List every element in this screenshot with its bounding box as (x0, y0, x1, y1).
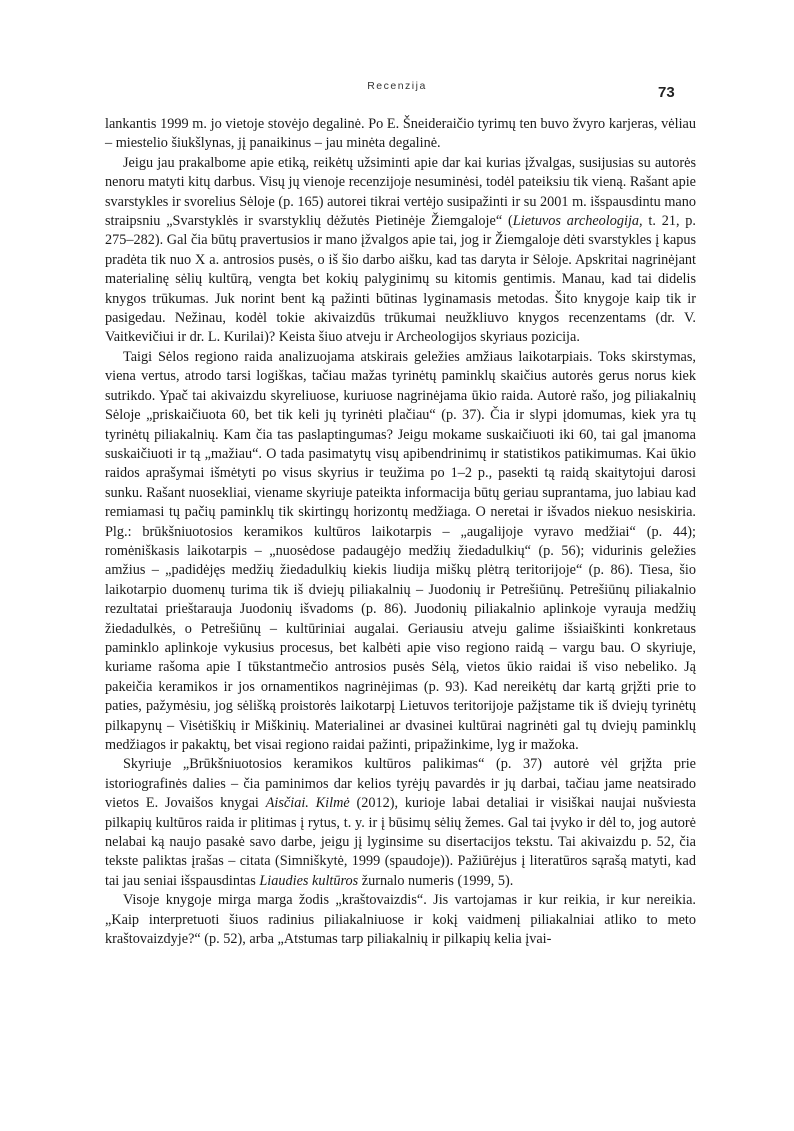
paragraph-4-text-a: Skyriuje „Brūkšniuotosios keramikos kultūros palikimas“ (p. 37) autorė vėl grįžta prie istoriografinės dalies – čia paminimos dar kelios tyrėjų pavardės ir jų darbai, tačiau jame neatsirado vietos E. Jovaišos knygai (105, 756, 696, 812)
paragraph-1-text: lankantis 1999 m. jo vietoje stovėjo degalinė. Po E. Šneideraičio tyrimų ten buvo žvyro karjeras, vėliau – miestelio šiukšlynas, jį panaikinus – jau minėta degalinė. (105, 116, 696, 152)
paragraph-2-journal-title: Lietuvos archeologija, (512, 213, 643, 230)
running-header-title: Recenzija (367, 80, 427, 92)
paragraph-3 (105, 348, 696, 756)
paragraph-4-book-title: Aisčiai. Kilmė (265, 795, 350, 812)
paragraph-5-text: Visoje knygoje mirga marga žodis „kraštovaizdis“. Jis vartojamas ir kur reikia, ir kur nereikia. „Kaip interpretuoti šiuos radinius piliakalniuose ir kokį vaidmenį piliakalniai atliko to meto kraštovaizdyje?“ (p. 52), arba „Atstumas tarp piliakalnių ir pilkapių kelia įvai- (105, 892, 696, 948)
body-text (105, 115, 696, 949)
paragraph-4-journal-title: Liaudies kultūros (259, 872, 359, 889)
paragraph-2-text-b: t. 21, p. 275–282). Gal čia būtų pravertusios ir mano įžvalgos apie tai, jog ir Žiemgaloje dėti svarstykles į kapus pradėta tik nuo X a. antrosios pusės, o iš šio darbo aišku, kad tas daryta ir Sėloje. Apskritai nagrinėjant materialinę sėlių kultūrą, vengta bet kokių palyginimų su kitomis gentimis. Manau, kad tai didelis knygos trūkumas. Juk norint bent ką pažinti būtinas lyginamasis metodas. Šito knygoje kaip tik ir pasigedau. Nežinau, kodėl tokie akivaizdūs trūkumai neužkliuvo knygos recenzentams (dr. V. Vaitkevičiui ir dr. L. Kurilai)? Keista šiuo atveju ir Archeologijos skyriaus pozicija. (105, 213, 696, 346)
paragraph-2 (105, 154, 696, 348)
paragraph-5 (105, 891, 696, 949)
paragraph-4 (105, 755, 696, 891)
paragraph-4-text-b: (2012), kurioje labai detaliai ir visiškai naujai nušviesta pilkapių kultūros raida ir plitimas į rytus, t. y. ir į būsimų sėlių žemes. Gal tai įvyko ir dėl to, jog autorė nelabai ką naujo pasakė savo darbe, jeigu jį lyginsime su disertacijos tekstu. Tai akivaizdu p. 52, čia tekste paliktas įrašas – citata (Simniškytė, 1999 (spaudoje)). Pažiūrėjus į literatūros sąrašą matyti, kad tai jau seniai išspausdintas (105, 795, 696, 889)
paragraph-3-text: Taigi Sėlos regiono raida analizuojama atskirais geležies amžiaus laikotarpiais. Toks skirstymas, viena vertus, atrodo tarsi logiškas, tačiau mažas tyrinėtų paminklų skaičius autorės gerus norus kiek sutrikdo. Ypač tai akivaizdu skyreliuose, kuriuose nagrinėjama ūkio raida. Autorė rašo, jog piliakalnių Sėloje „priskaičiuota 60, bet tik keli jų tyrinėti plačiau“ (p. 37). Čia ir slypi įdomumas, kiek yra tų tyrinėtų piliakalnių. Kam čia tas paslaptingumas? Jeigu mokame suskaičiuoti iki 60, tai gal įmanoma suskaičiuoti ir tą „mažiau“. O tada pasimatytų visų apibendrinimų ir statistikos patikimumas. Kai ūkio raidos aprašymai išmėtyti po visus skyrius ir teužima po 1–2 p., pasekti tą raidą skaitytojui darosi sunku. Rašant nuosekliai, viename skyriuje pateikta informacija būtų geriau suprantama, juo labiau kad remiamasi tų pačių paminklų tik skirtingų horizontų medžiaga. O neretai ir išvados niekuo nesiskiria. Plg.: brūkšniuotosios keramikos kultūros laikotarpis – „augalijoje vyravo medžiai“ (p. 44); romėniškasis laikotarpis – „nuosėdose padaugėjo medžių žiedadulkių“ (p. 56); vidurinis geležies amžius – „padidėjęs medžių žiedadulkių kiekis liudija miškų plėtrą teritorijoje“ (p. 86). Tiesa, šio laikotarpio duomenų turima tik iš dviejų piliakalnių – Juodonių ir Petrešiūnų. Petrešiūnų piliakalnio rezultatai prieštarauja Juodonių išvadoms (p. 86). Juodonių piliakalnio aplinkoje vyrauja medžių žiedadulkės, o Petrešiūnų – kultūriniai augalai. Geriausiu atveju galime išsiaiškinti konkretaus paminklo aplinkoje vykusius procesus, bet kalbėti apie viso regiono raidą – vargu bau. O skyriuje, kuriame rašoma apie I tūkstantmečio antrosios pusės Sėlą, vietos ūkio raidai iš viso nebeliko. Ją pakeičia keramikos ir jos ornamentikos nagrinėjimas (p. 93). Kad nereikėtų dar kartą grįžti prie to paties, pažymėsiu, jog sėlišką proistorės laikotarpį Lietuvos teritorijoje pažįstame tik iš dviejų tyrinėtų pilkapynų – Visėtiškių ir Miškinių. Materialinei ar dvasinei kultūrai nagrinėti gal tų dviejų paminklų medžiagos ir pakaktų, bet visai regiono raidai pažinti, pripažinkime, lyg ir mažoka. (105, 348, 696, 753)
paragraph-2-text-a: Jeigu jau prakalbome apie etiką, reikėtų užsiminti apie dar kai kurias įžvalgas, susijusias su autorės nenoru matyti kitų darbus. Visų jų vienoje recenzijoje nesuminėsi, todėl pateiksiu tik vieną. Rašant apie svarstykles ir svorelius Sėloje (p. 165) autorei tikrai vertėjo susipažinti ir su 2001 m. išspausdintu mano straipsniu „Svarstyklės ir svarstyklių dėžutės Pietinėje Žiemgaloje“ ( (105, 154, 696, 230)
paragraph-1 (105, 115, 696, 154)
paragraph-4-text-c: žurnalo numeris (1999, 5). (358, 872, 514, 889)
page-number: 73 (658, 84, 675, 101)
